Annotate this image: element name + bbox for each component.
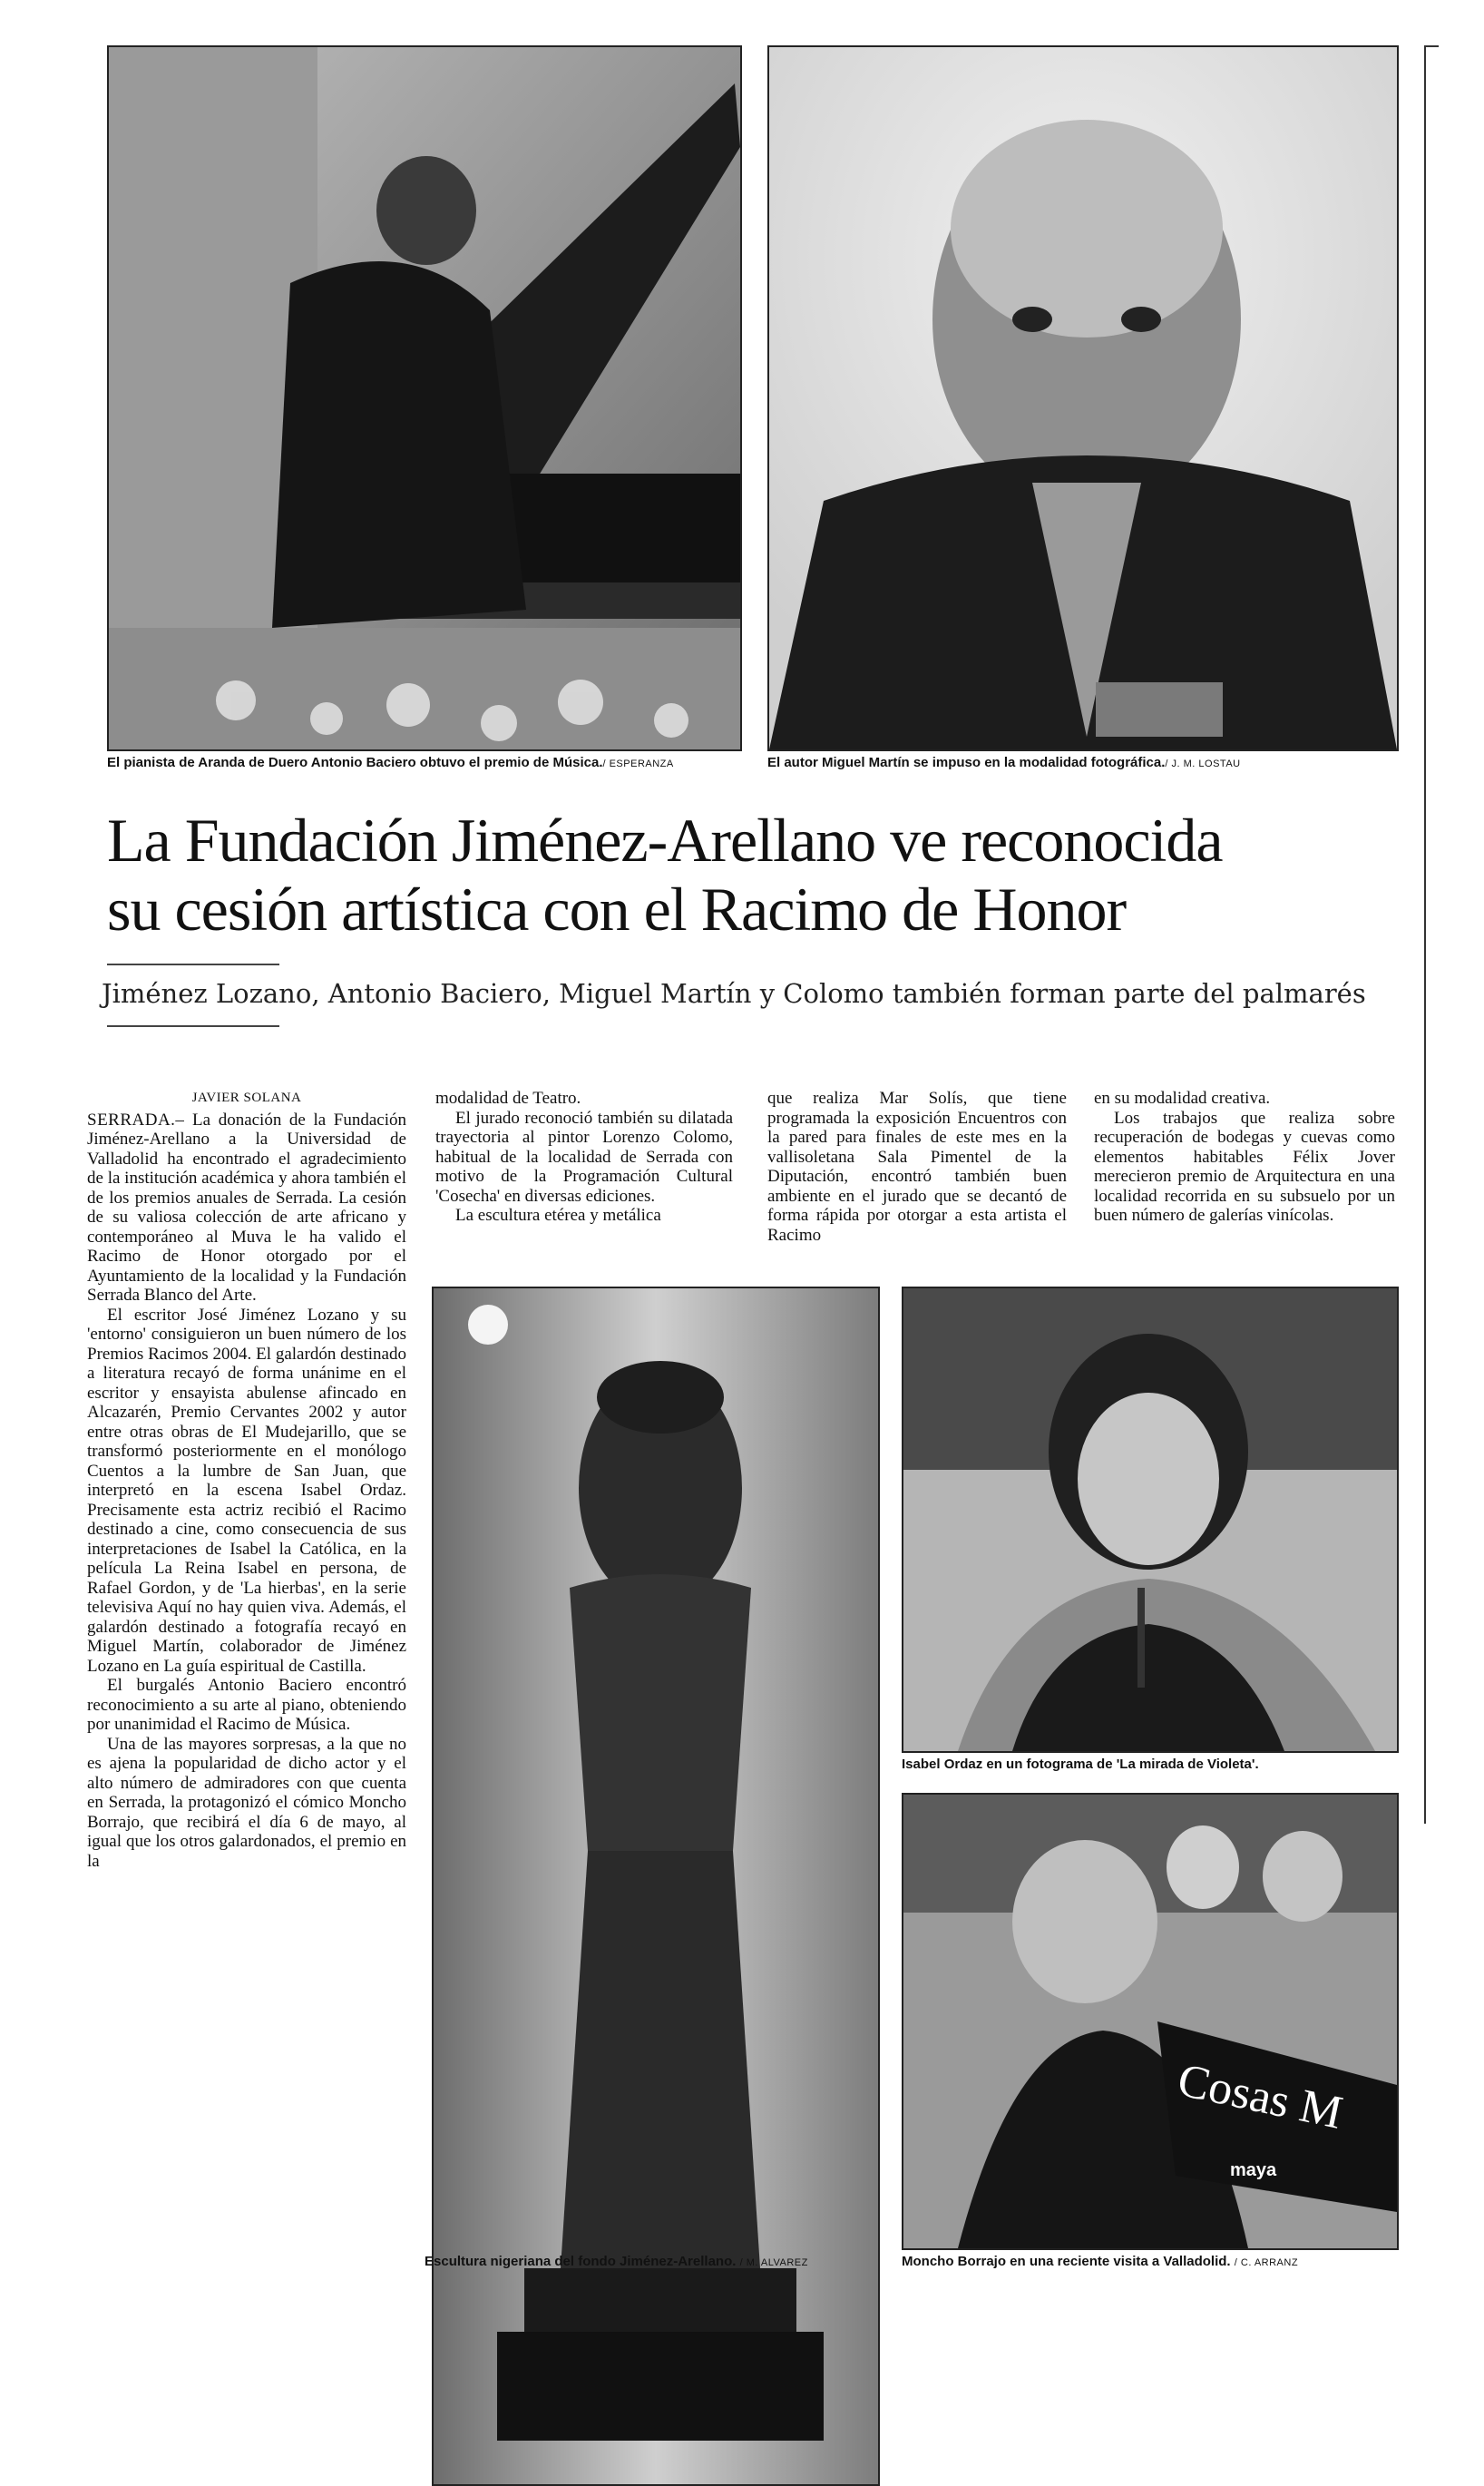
byline: JAVIER SOLANA (191, 1091, 302, 1105)
actress-caption-text: Isabel Ordaz en un fotograma de 'La mirada de Violeta'. (902, 1757, 1259, 1772)
banner-small-text: maya (1230, 2160, 1277, 2180)
dateline: SERRADA.– (87, 1110, 185, 1130)
comedian-credit: / C. ARRANZ (1234, 2257, 1299, 2268)
pianist-image (109, 47, 740, 749)
paragraph-1 (87, 1111, 406, 1306)
author-caption-text: El autor Miguel Martín se impuso en la modalidad fotográfica. (767, 755, 1166, 770)
paragraph-5: modalidad de Teatro. (435, 1089, 581, 1108)
top-corner-mark (1426, 45, 1439, 47)
banner-text: Cosas M (1173, 2053, 1347, 2139)
comedian-caption-text: Moncho Borrajo en una reciente visita a Valladolid. (902, 2254, 1231, 2269)
actress-image (903, 1288, 1397, 1751)
article-column-1 (87, 1089, 406, 1871)
actress-photo (902, 1287, 1399, 1753)
article-column-3 (767, 1089, 1067, 1245)
paragraph-1-text: La donación de la Fundación Jiménez-Arellano a la Universidad de Valladolid ha encontrado el agradecimiento de la institución académica y ahora también el de los premios anuales de Serrada. La cesión de su valiosa colección de arte africano y contemporáneo al Muva le ha valido el Racimo de Honor otorgado por el Ayuntamiento de la localidad y la Fundación Serrada Blanco del Arte. (87, 1110, 407, 1305)
pianist-caption (107, 755, 674, 772)
subhead: Jiménez Lozano, Antonio Baciero, Miguel Martín y Colomo también forman parte del palmarés (102, 978, 1366, 1009)
sculpture-image (434, 1288, 878, 2484)
paragraph-7: La escultura etérea y metálica (455, 1206, 661, 1225)
subhead-rule-top (107, 964, 279, 965)
comedian-image (903, 1795, 1397, 2248)
sculpture-caption (425, 2254, 808, 2271)
article-column-2 (435, 1089, 733, 1226)
sculpture-photo (432, 1287, 880, 2486)
pianist-credit: / ESPERANZA (602, 759, 674, 769)
paragraph-4: Una de las mayores sorpresas, a la que no es ajena la popularidad de dicho actor y el alto número de admiradores con que cuenta en Serrada, la protagonizó el cómico Moncho Borrajo, que recibirá el día 6 de mayo, al igual que los otros galardonados, el premio en la (87, 1734, 406, 1871)
paragraph-9: en su modalidad creativa. (1094, 1089, 1271, 1108)
headline (107, 806, 1395, 944)
author-credit: / J. M. LOSTAU (1165, 759, 1241, 769)
author-caption (767, 755, 1241, 772)
headline-line-1: La Fundación Jiménez-Arellano ve reconocida (107, 806, 1223, 875)
subhead-rule-bottom (107, 1025, 279, 1027)
paragraph-3: El burgalés Antonio Baciero encontró reconocimiento a su arte al piano, obteniendo por unanimidad el Racimo de Música. (87, 1676, 406, 1734)
pianist-photo (107, 45, 742, 751)
author-image (769, 47, 1397, 749)
sculpture-caption-text: Escultura nigeriana del fondo Jiménez-Arellano. (425, 2254, 737, 2269)
headline-line-2: su cesión artística con el Racimo de Honor (107, 875, 1127, 944)
author-photo (767, 45, 1399, 751)
sculpture-credit: / M. ALVAREZ (739, 2257, 808, 2268)
comedian-caption (902, 2254, 1298, 2271)
pianist-caption-text: El pianista de Aranda de Duero Antonio Baciero obtuvo el premio de Música. (107, 755, 603, 770)
right-column-rule (1424, 45, 1426, 1824)
comedian-photo (902, 1793, 1399, 2250)
paragraph-6: El jurado reconoció también su dilatada trayectoria al pintor Lorenzo Colomo, habitual de la localidad de Serrada con motivo de la Programación Cultural 'Cosecha' en diversas ediciones. (435, 1108, 733, 1206)
paragraph-10: Los trabajos que realiza sobre recuperación de bodegas y cuevas como elementos habitables Félix Jover merecieron premio de Arquitectura en una localidad recorrida en su subsuelo por un buen número de galerías vinícolas. (1094, 1108, 1395, 1225)
actress-caption (902, 1757, 1259, 1773)
paragraph-8: que realiza Mar Solís, que tiene programada la exposición Encuentros con la pared para finales de este mes en la vallisoletana Sala Pimentel de la Diputación, encontró también buen ambiente en el jurado que se decantó de forma rápida por otorgar a esta artista el Racimo (767, 1089, 1067, 1245)
article-column-4 (1094, 1089, 1395, 1226)
paragraph-2: El escritor José Jiménez Lozano y su 'entorno' consiguieron un buen número de los Premios Racimos 2004. El galardón destinado a literatura recayó de forma unánime en el escritor y ensayista abulense afincado en Alcazarén, Premio Cervantes 2002 y autor entre otras obras de El Mudejarillo, que se transformó posteriormente en el monólogo Cuentos a la lumbre de San Juan, que interpretó en la escena Isabel Ordaz. Precisamente esta actriz recibió el Racimo destinado a cine, como consecuencia de sus interpretaciones de Isabel la Católica, en la película La Reina Isabel en persona, de Rafael Gordon, y de 'La hierbas', en la serie televisiva Aquí no hay quien viva. Además, el galardón destinado a fotografía recayó en Miguel Martín, colaborador de Jiménez Lozano en La guía espiritual de Castilla. (87, 1305, 406, 1676)
